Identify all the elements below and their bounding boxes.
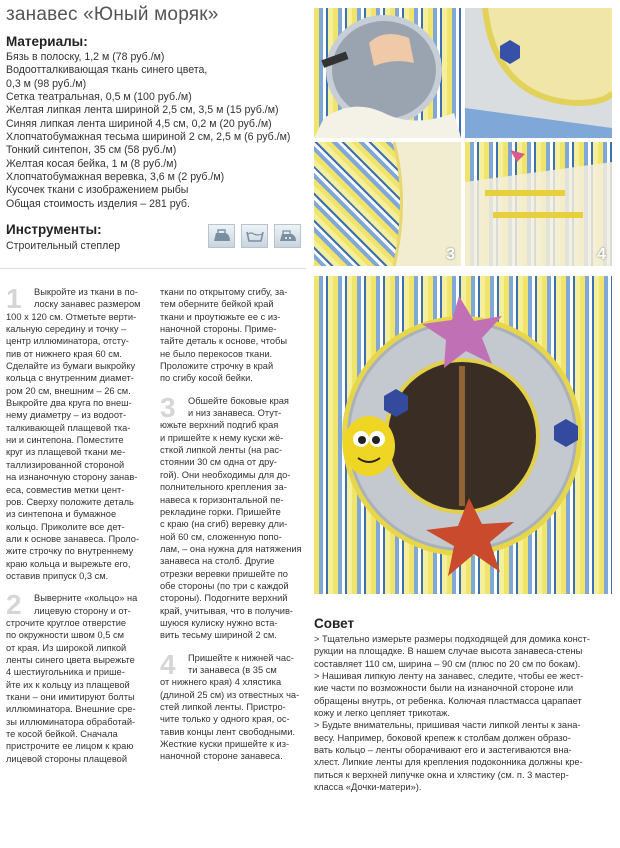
step-number: 2: [6, 589, 22, 621]
material-item: Водоотталкивающая ткань синего цвета,: [6, 64, 208, 77]
iron-steam-icon: [274, 224, 301, 248]
material-item: Кусочек ткани с изображением рыбы: [6, 184, 189, 197]
wash-icon: [241, 224, 268, 248]
step-3: 3 Обшейте боковые края и низ занавеса. Отут- южьте верхний подгиб края и пришейте к нему куски жё- сткой липкой ленты (на рас- стоянии 30 см одна от дру- гой). Они необходимы для до- полнительного крепления за- навеса к горизонтальной пе- рекладине горки. Пришейте с краю (на сгиб) веревку дли- ной 60 см, сложенную попо- лам, – она нужна для натяжения занавеса на столб. Другие отрезки веревки пришейте по обе стороны (по три с каждой стороны). Подогните верхний край, учитывая, что в получив- шуюся кулиску нужно вста- вить тесьму шириной 2 см.: [160, 391, 302, 641]
tools-heading: Инструменты:: [6, 222, 102, 237]
step-1: 1 Выкройте из ткани в по- лоску занавес размером 100 х 120 см. Отметьте верти- кальную середину и точку – центр иллюминатора, отсту- пив от нижнего края 60 см. Сделайте из бумаги выкройку кольца с внутренним диамет- ром 20 см, внешним – 26 см. Выкройте два круга по внеш- нему диаметру – из водоот- талкивающей плащевой тка- ни и синтепона. Поместите круг из плащевой ткани ме- таллизированной стороной на изнаночную сторону занав- еса, совместив метки цент- ров. Сверху положите деталь из синтепона и бумажное кольцо. Приколите все дет- али к основе занавеса. Проло- жите строчку по внутреннему краю кольца и вырежьте его, оставив припуск 0,3 см.: [6, 283, 141, 581]
step-number: 3: [160, 391, 176, 423]
step-number: 4: [160, 648, 176, 680]
material-item: Тонкий синтепон, 35 см (58 руб./м): [6, 144, 177, 157]
photo-step-4: [465, 142, 612, 266]
text-column-left: [6, 283, 151, 765]
materials-list: [6, 51, 306, 211]
photo-number: 4: [597, 246, 606, 263]
photo-step-1: [314, 8, 461, 138]
text-column-middle: [160, 286, 310, 763]
step-2-continued: ткани по открытому сгибу, за- тем оберните бейкой край ткани и проутюжьте ее с из- наночной стороны. Приме- тайте деталь к основе, чтобы не было перекосов ткани. Проложите строчку в край по сгибу косой бейки.: [160, 287, 288, 384]
divider: [0, 268, 306, 269]
material-item: Синяя липкая лента шириной 4,5 см, 0,2 м (20 руб./м): [6, 117, 272, 130]
tip-heading: Совет: [314, 616, 355, 631]
tip-body: > Тщательно измерьте размеры подходящей для домика конст- рукции на площадке. В нашем случае высота занавеса-стены составляет 110 см, ширина – 90 см (плюс по 20 см по бокам). > Нашивая липкую ленту на занавес, следите, чтобы ее жест- кие части по возможности были на изнаночной стороне или обращены внутрь, от ребенка. Колючая пластмасса царапает кожу и легко цепляет трикотаж. > Будьте внимательны, пришивая части липкой ленты к зана- весу. Например, боковой крепеж к столбам должен образо- вать кольцо – ленты оборачивают его и застегиваются вна- хлест. Липкие ленты для крепления подоконника должны кре- питься к верхней липучке окна и хлястику (см. п. 3 мастер- класса «Дочки-матери»).: [314, 634, 590, 793]
material-item: Желтая косая бейка, 1 м (8 руб./м): [6, 157, 177, 170]
step-2: 2 Выверните «кольцо» на лицевую сторону и от- строчите круглое отверстие по окружности швом 0,5 см от края. Из широкой липкой ленты синего цвета вырежьте 4 шестиугольника и прише- йте их к кольцу из плащевой ткани – они имитируют болты иллюминатора. Внешние сре- зы иллюминатора обработай- те косой бейкой. Сначала пристрочите ее лицом к краю лицевой стороны плащевой: [6, 589, 138, 764]
material-item: Хлопчатобумажная тесьма шириной 2 см, 2,5 м (6 руб./м): [6, 131, 291, 144]
porthole-photo: [314, 276, 612, 594]
material-item: Желтая липкая лента шириной 2,5 см, 3,5 м (15 руб./м): [6, 104, 279, 117]
step-4: 4 Пришейте к нижней час- ти занавеса (в 35 см от нижнего края) 4 хлястика (длиной 25 см) из отвестных ча- стей липкой ленты. Пристро- чите только у одного края, ос- тавив концы лент свободными. Жесткие куски пришейте к из- наночной стороне занавеса.: [160, 648, 300, 762]
photo-number: 3: [446, 246, 455, 263]
photo-step-2: [465, 8, 612, 138]
material-item: Хлопчатобумажная веревка, 3,6 м (2 руб./м): [6, 171, 225, 184]
iron-icon: [208, 224, 235, 248]
materials-heading: Материалы:: [6, 34, 88, 49]
material-item: Бязь в полоску, 1,2 м (78 руб./м): [6, 51, 165, 63]
photo-step-3: [314, 142, 461, 266]
material-item: 0,3 м (98 руб./м): [6, 77, 87, 90]
material-total: Общая стоимость изделия – 281 руб.: [6, 197, 190, 210]
care-icons: [208, 224, 301, 248]
step-number: 1: [6, 283, 22, 314]
material-item: Сетка театральная, 0,5 м (100 руб./м): [6, 91, 192, 104]
page-title: занавес «Юный моряк»: [6, 4, 219, 25]
tools-text: Строительный степлер: [6, 240, 121, 252]
